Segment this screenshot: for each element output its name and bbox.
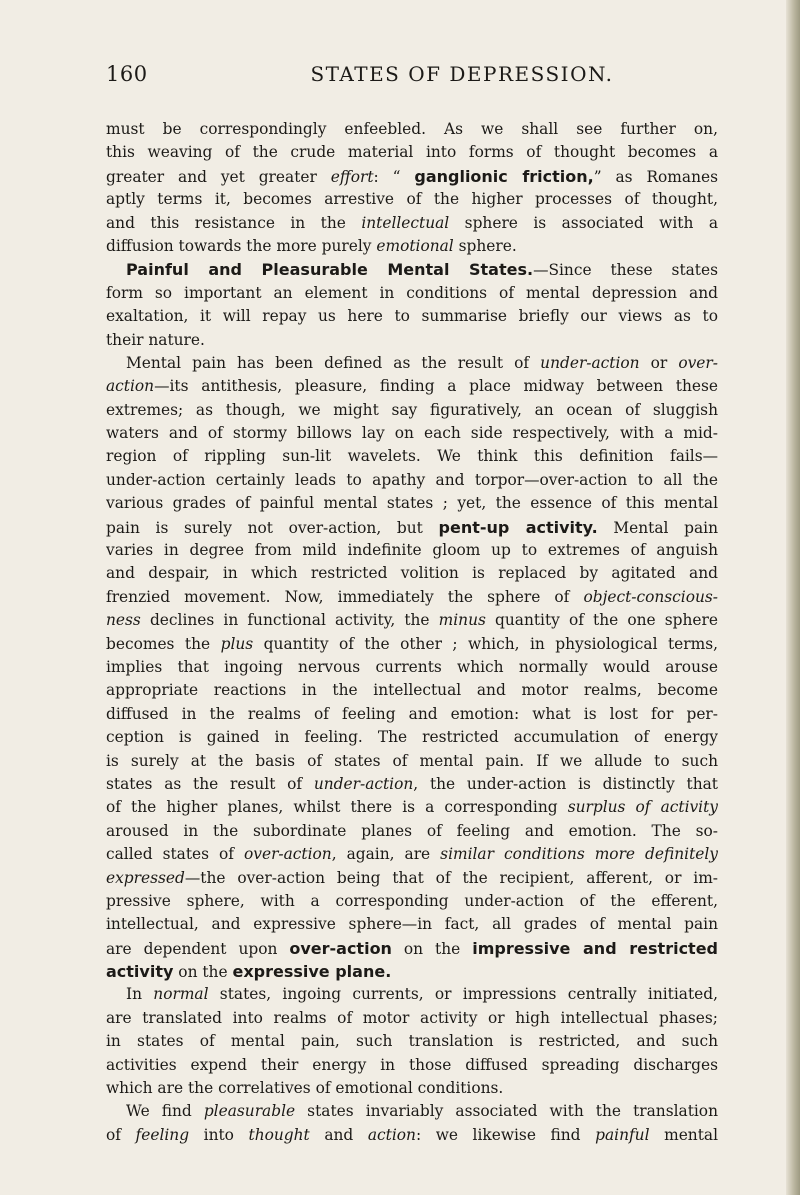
text-segment: on the bbox=[173, 963, 233, 982]
text-line bbox=[106, 399, 718, 422]
italic-text: action bbox=[367, 1125, 416, 1144]
text-line bbox=[106, 282, 718, 305]
text-line bbox=[106, 329, 718, 352]
text-segment: on the bbox=[391, 939, 473, 958]
text-line bbox=[106, 539, 718, 562]
text-segment: exaltation, it will repay us here to summarise briefly our views as to bbox=[106, 307, 718, 326]
text-line bbox=[106, 118, 718, 141]
text-segment: their nature. bbox=[106, 330, 205, 349]
italic-text: painful bbox=[595, 1125, 650, 1144]
text-segment: aroused in the subordinate planes of feeling and emotion. The so- bbox=[106, 821, 718, 840]
text-segment: quantity of the other ; which, in physiological terms, bbox=[253, 634, 718, 653]
text-line bbox=[106, 796, 718, 819]
text-segment: and this resistance in the bbox=[106, 213, 362, 232]
text-line bbox=[106, 422, 718, 445]
italic-text: action bbox=[106, 377, 155, 396]
text-line bbox=[106, 352, 718, 375]
text-line bbox=[106, 1007, 718, 1030]
italic-text: intellectual bbox=[361, 213, 450, 232]
body-text bbox=[106, 118, 718, 1147]
text-line bbox=[106, 820, 718, 843]
text-segment: this weaving of the crude material into forms of thought becomes a bbox=[106, 143, 718, 162]
text-line bbox=[106, 141, 718, 164]
text-segment: ” as Romanes bbox=[593, 167, 718, 186]
text-segment: or bbox=[639, 353, 679, 372]
italic-text: minus bbox=[438, 611, 486, 630]
bold-text: activity bbox=[106, 962, 174, 982]
text-segment: various grades of painful mental states ; yet, the essence of this mental bbox=[106, 494, 718, 513]
bold-text: impressive and restricted bbox=[472, 938, 718, 958]
text-segment: under-action certainly leads to apathy and torpor—over-action to all the bbox=[106, 470, 718, 489]
bold-text: over-action bbox=[289, 938, 392, 958]
italic-text: under-action bbox=[540, 353, 640, 372]
text-line bbox=[106, 960, 718, 983]
text-segment: sphere is associated with a bbox=[449, 213, 718, 232]
text-segment: varies in degree from mild indefinite gloom up to extremes of anguish bbox=[106, 541, 718, 560]
page-number: 160 bbox=[106, 62, 148, 86]
italic-text: pleasurable bbox=[203, 1102, 296, 1121]
text-line bbox=[106, 258, 718, 281]
text-segment: diffusion towards the more purely bbox=[106, 236, 377, 255]
italic-text: normal bbox=[153, 985, 209, 1004]
italic-text: under-action bbox=[313, 774, 414, 793]
text-segment: implies that ingoing nervous currents which normally would arouse bbox=[106, 657, 718, 676]
text-segment: Mental pain bbox=[597, 518, 718, 537]
text-segment: intellectual, and expressive sphere—in fact, all grades of mental pain bbox=[106, 915, 718, 934]
text-segment: extremes; as though, we might say figuratively, an ocean of sluggish bbox=[106, 400, 718, 419]
text-segment: is surely at the basis of states of mental pain. If we allude to such bbox=[106, 751, 718, 770]
italic-text: expressed bbox=[106, 868, 185, 887]
text-segment: , again, are bbox=[331, 845, 441, 864]
bold-text: expressive plane. bbox=[232, 962, 392, 982]
text-line bbox=[106, 1100, 718, 1123]
text-segment: We find bbox=[126, 1102, 204, 1121]
text-line bbox=[106, 445, 718, 468]
text-line bbox=[106, 609, 718, 632]
text-segment: states as the result of bbox=[106, 774, 314, 793]
text-line bbox=[106, 516, 718, 539]
italic-text: over-action bbox=[244, 845, 332, 864]
text-segment: and bbox=[309, 1125, 368, 1144]
italic-text: object-conscious- bbox=[583, 587, 718, 606]
bold-text: ganglionic friction, bbox=[414, 166, 594, 186]
text-line bbox=[106, 913, 718, 936]
italic-text: plus bbox=[220, 634, 254, 653]
text-line bbox=[106, 469, 718, 492]
text-line bbox=[106, 703, 718, 726]
text-segment: In bbox=[126, 985, 154, 1004]
page-header bbox=[106, 62, 716, 92]
text-line bbox=[106, 750, 718, 773]
text-line bbox=[106, 773, 718, 796]
italic-text: effort bbox=[330, 167, 374, 186]
text-segment: : we likewise find bbox=[415, 1125, 596, 1144]
text-segment: quantity of the one sphere bbox=[485, 611, 718, 630]
text-line bbox=[106, 1077, 718, 1100]
text-line bbox=[106, 165, 718, 188]
text-line bbox=[106, 937, 718, 960]
italic-text: similar conditions more definitely bbox=[440, 845, 718, 864]
text-segment: called states of bbox=[106, 845, 244, 864]
text-segment: region of rippling sun-lit wavelets. We think this definition fails— bbox=[106, 447, 718, 466]
text-line bbox=[106, 843, 718, 866]
text-segment: activities expend their energy in those diffused spreading discharges bbox=[106, 1055, 718, 1074]
text-segment: diffused in the realms of feeling and emotion: what is lost for per- bbox=[106, 704, 718, 723]
italic-text: thought bbox=[248, 1125, 310, 1144]
text-segment: Mental pain has been defined as the result of bbox=[126, 353, 541, 372]
text-line bbox=[106, 586, 718, 609]
italic-text: surplus of activity bbox=[567, 798, 718, 817]
text-line bbox=[106, 679, 718, 702]
text-line bbox=[106, 188, 718, 211]
text-line bbox=[106, 1124, 718, 1147]
italic-text: emotional bbox=[376, 236, 454, 255]
text-line bbox=[106, 235, 718, 258]
text-segment: waters and of stormy billows lay on each side respectively, with a mid- bbox=[106, 424, 718, 443]
text-segment: into bbox=[189, 1125, 249, 1144]
text-segment: are dependent upon bbox=[106, 939, 290, 958]
text-line bbox=[106, 726, 718, 749]
running-head: STATES OF DEPRESSION. bbox=[310, 62, 614, 86]
text-line bbox=[106, 1030, 718, 1053]
text-line bbox=[106, 1054, 718, 1077]
text-segment: must be correspondingly enfeebled. As we shall see further on, bbox=[106, 120, 718, 138]
page-edge-shadow bbox=[786, 0, 800, 1195]
text-segment: becomes the bbox=[106, 634, 221, 653]
text-segment: declines in functional activity, the bbox=[140, 611, 439, 630]
text-segment: states, ingoing currents, or impressions centrally initiated, bbox=[208, 985, 718, 1004]
section-heading: Painful and Pleasurable Mental States. bbox=[126, 260, 534, 280]
text-line bbox=[106, 983, 718, 1006]
text-segment: mental bbox=[649, 1125, 718, 1144]
text-segment: form so important an element in conditions of mental depression and bbox=[106, 283, 718, 302]
text-line bbox=[106, 375, 718, 398]
text-segment: , the under-action is distinctly that bbox=[413, 774, 718, 793]
text-line bbox=[106, 305, 718, 328]
text-segment: frenzied movement. Now, immediately the sphere of bbox=[106, 587, 584, 606]
text-line bbox=[106, 633, 718, 656]
text-segment: —the over-action being that of the recipient, afferent, or im- bbox=[184, 868, 718, 887]
text-segment: of bbox=[106, 1125, 136, 1144]
text-segment: are translated into realms of motor activity or high intellectual phases; bbox=[106, 1008, 718, 1027]
text-segment: aptly terms it, becomes arrestive of the higher processes of thought, bbox=[106, 190, 718, 209]
italic-text: over- bbox=[678, 353, 718, 372]
text-segment: : “ bbox=[373, 167, 415, 186]
bold-text: pent-up activity. bbox=[438, 517, 598, 537]
text-line bbox=[106, 867, 718, 890]
text-segment: and despair, in which restricted volition is replaced by agitated and bbox=[106, 564, 718, 583]
text-line bbox=[106, 562, 718, 585]
text-segment: sphere. bbox=[453, 236, 517, 255]
italic-text: ness bbox=[106, 611, 141, 630]
text-line bbox=[106, 212, 718, 235]
text-segment: —its antithesis, pleasure, finding a place midway between these bbox=[154, 377, 718, 396]
text-line bbox=[106, 656, 718, 679]
text-segment: in states of mental pain, such translation is restricted, and such bbox=[106, 1032, 718, 1051]
text-segment: pain is surely not over-action, but bbox=[106, 518, 439, 537]
text-segment: of the higher planes, whilst there is a corresponding bbox=[106, 798, 568, 817]
text-segment: states invariably associated with the translation bbox=[295, 1102, 718, 1121]
text-line bbox=[106, 890, 718, 913]
text-segment: appropriate reactions in the intellectual and motor realms, become bbox=[106, 681, 718, 700]
text-segment: ception is gained in feeling. The restricted accumulation of energy bbox=[106, 728, 718, 747]
text-line bbox=[106, 492, 718, 515]
text-segment: greater and yet greater bbox=[106, 167, 331, 186]
italic-text: feeling bbox=[135, 1125, 190, 1144]
text-segment: —Since these states bbox=[533, 261, 718, 280]
text-segment: which are the correlatives of emotional conditions. bbox=[106, 1079, 504, 1098]
text-segment: pressive sphere, with a corresponding under-action of the efferent, bbox=[106, 891, 718, 910]
